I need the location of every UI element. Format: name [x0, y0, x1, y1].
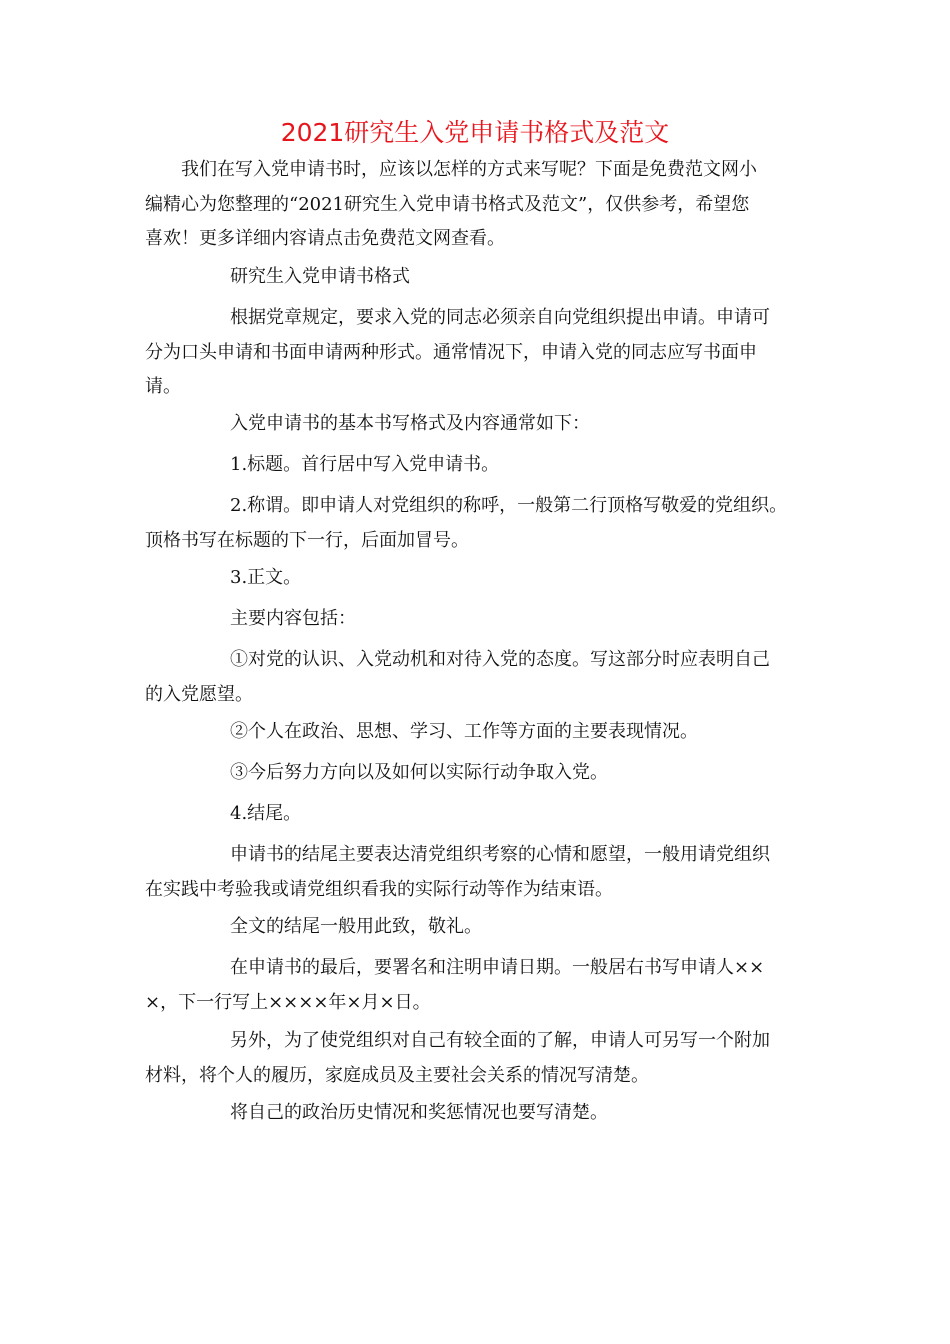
paragraph-line: 在实践中考验我或请党组织看我的实际行动等作为结束语。 — [145, 878, 613, 900]
document-title: 2021研究生入党申请书格式及范文 — [280, 118, 670, 147]
paragraph-line: 入党申请书的基本书写格式及内容通常如下： — [230, 413, 590, 434]
paragraph-rule — [145, 301, 770, 405]
paragraph-line: 请。 — [145, 376, 181, 397]
paragraph-closing — [230, 910, 482, 945]
paragraph-line: 材料，将个人的履历，家庭成员及主要社会关系的情况写清楚。 — [145, 1064, 649, 1086]
list-item-body — [230, 561, 301, 596]
list-item-point-1 — [145, 643, 770, 712]
list-item-title — [230, 448, 499, 483]
paragraph-line: 申请书的结尾主要表达清党组织考察的心情和愿望，一般用请党组织 — [230, 844, 770, 865]
list-item-salutation — [145, 489, 787, 558]
list-item-ending — [230, 797, 301, 832]
paragraph-line: 主要内容包括： — [230, 608, 356, 629]
paragraph-line: 将自己的政治历史情况和奖惩情况也要写清楚。 — [230, 1102, 608, 1123]
paragraph-intro — [145, 153, 757, 257]
paragraph-line: ×，下一行写上××××年×月×日。 — [145, 991, 431, 1013]
paragraph-line: 2.称谓。即申请人对党组织的称呼，一般第二行顶格写敬爱的党组织。 — [230, 495, 788, 516]
paragraph-line: 我们在写入党申请书时，应该以怎样的方式来写呢？下面是免费范文网小 — [181, 159, 757, 180]
paragraph-line: ③今后努力方向以及如何以实际行动争取入党。 — [230, 762, 608, 783]
list-item-point-3 — [230, 756, 608, 791]
paragraph-line: ①对党的认识、入党动机和对待入党的态度。写这部分时应表明自己 — [230, 649, 770, 670]
paragraph-line: 根据党章规定，要求入党的同志必须亲自向党组织提出申请。申请可 — [230, 307, 770, 328]
list-item-point-2 — [230, 715, 698, 750]
paragraph-format-intro — [230, 407, 590, 442]
paragraph-line: 编精心为您整理的“2021研究生入党申请书格式及范文”，仅供参考，希望您 — [145, 193, 750, 215]
paragraph-ending — [145, 838, 770, 907]
paragraph-line: 研究生入党申请书格式 — [230, 266, 410, 287]
paragraph-line: 4.结尾。 — [230, 803, 302, 824]
paragraph-line: 全文的结尾一般用此致，敬礼。 — [230, 916, 482, 937]
paragraph-line: 顶格书写在标题的下一行，后面加冒号。 — [145, 529, 469, 551]
paragraph-line: 的入党愿望。 — [145, 683, 253, 705]
paragraph-line: 分为口头申请和书面申请两种形式。通常情况下，申请入党的同志应写书面申 — [145, 341, 757, 363]
paragraph-content-heading — [230, 602, 356, 637]
paragraph-signature — [145, 951, 764, 1020]
paragraph-line: 喜欢！更多详细内容请点击免费范文网查看。 — [145, 228, 505, 249]
paragraph-line: 另外，为了使党组织对自己有较全面的了解，申请人可另写一个附加 — [230, 1030, 770, 1051]
paragraph-line: 3.正文。 — [230, 567, 302, 588]
paragraph-line: 在申请书的最后，要署名和注明申请日期。一般居右书写申请人×× — [230, 957, 765, 978]
paragraph-line: 1.标题。首行居中写入党申请书。 — [230, 454, 500, 475]
section-heading — [230, 260, 410, 295]
paragraph-line: ②个人在政治、思想、学习、工作等方面的主要表现情况。 — [230, 721, 698, 742]
paragraph-attachment — [145, 1024, 770, 1093]
paragraph-history — [230, 1096, 608, 1131]
